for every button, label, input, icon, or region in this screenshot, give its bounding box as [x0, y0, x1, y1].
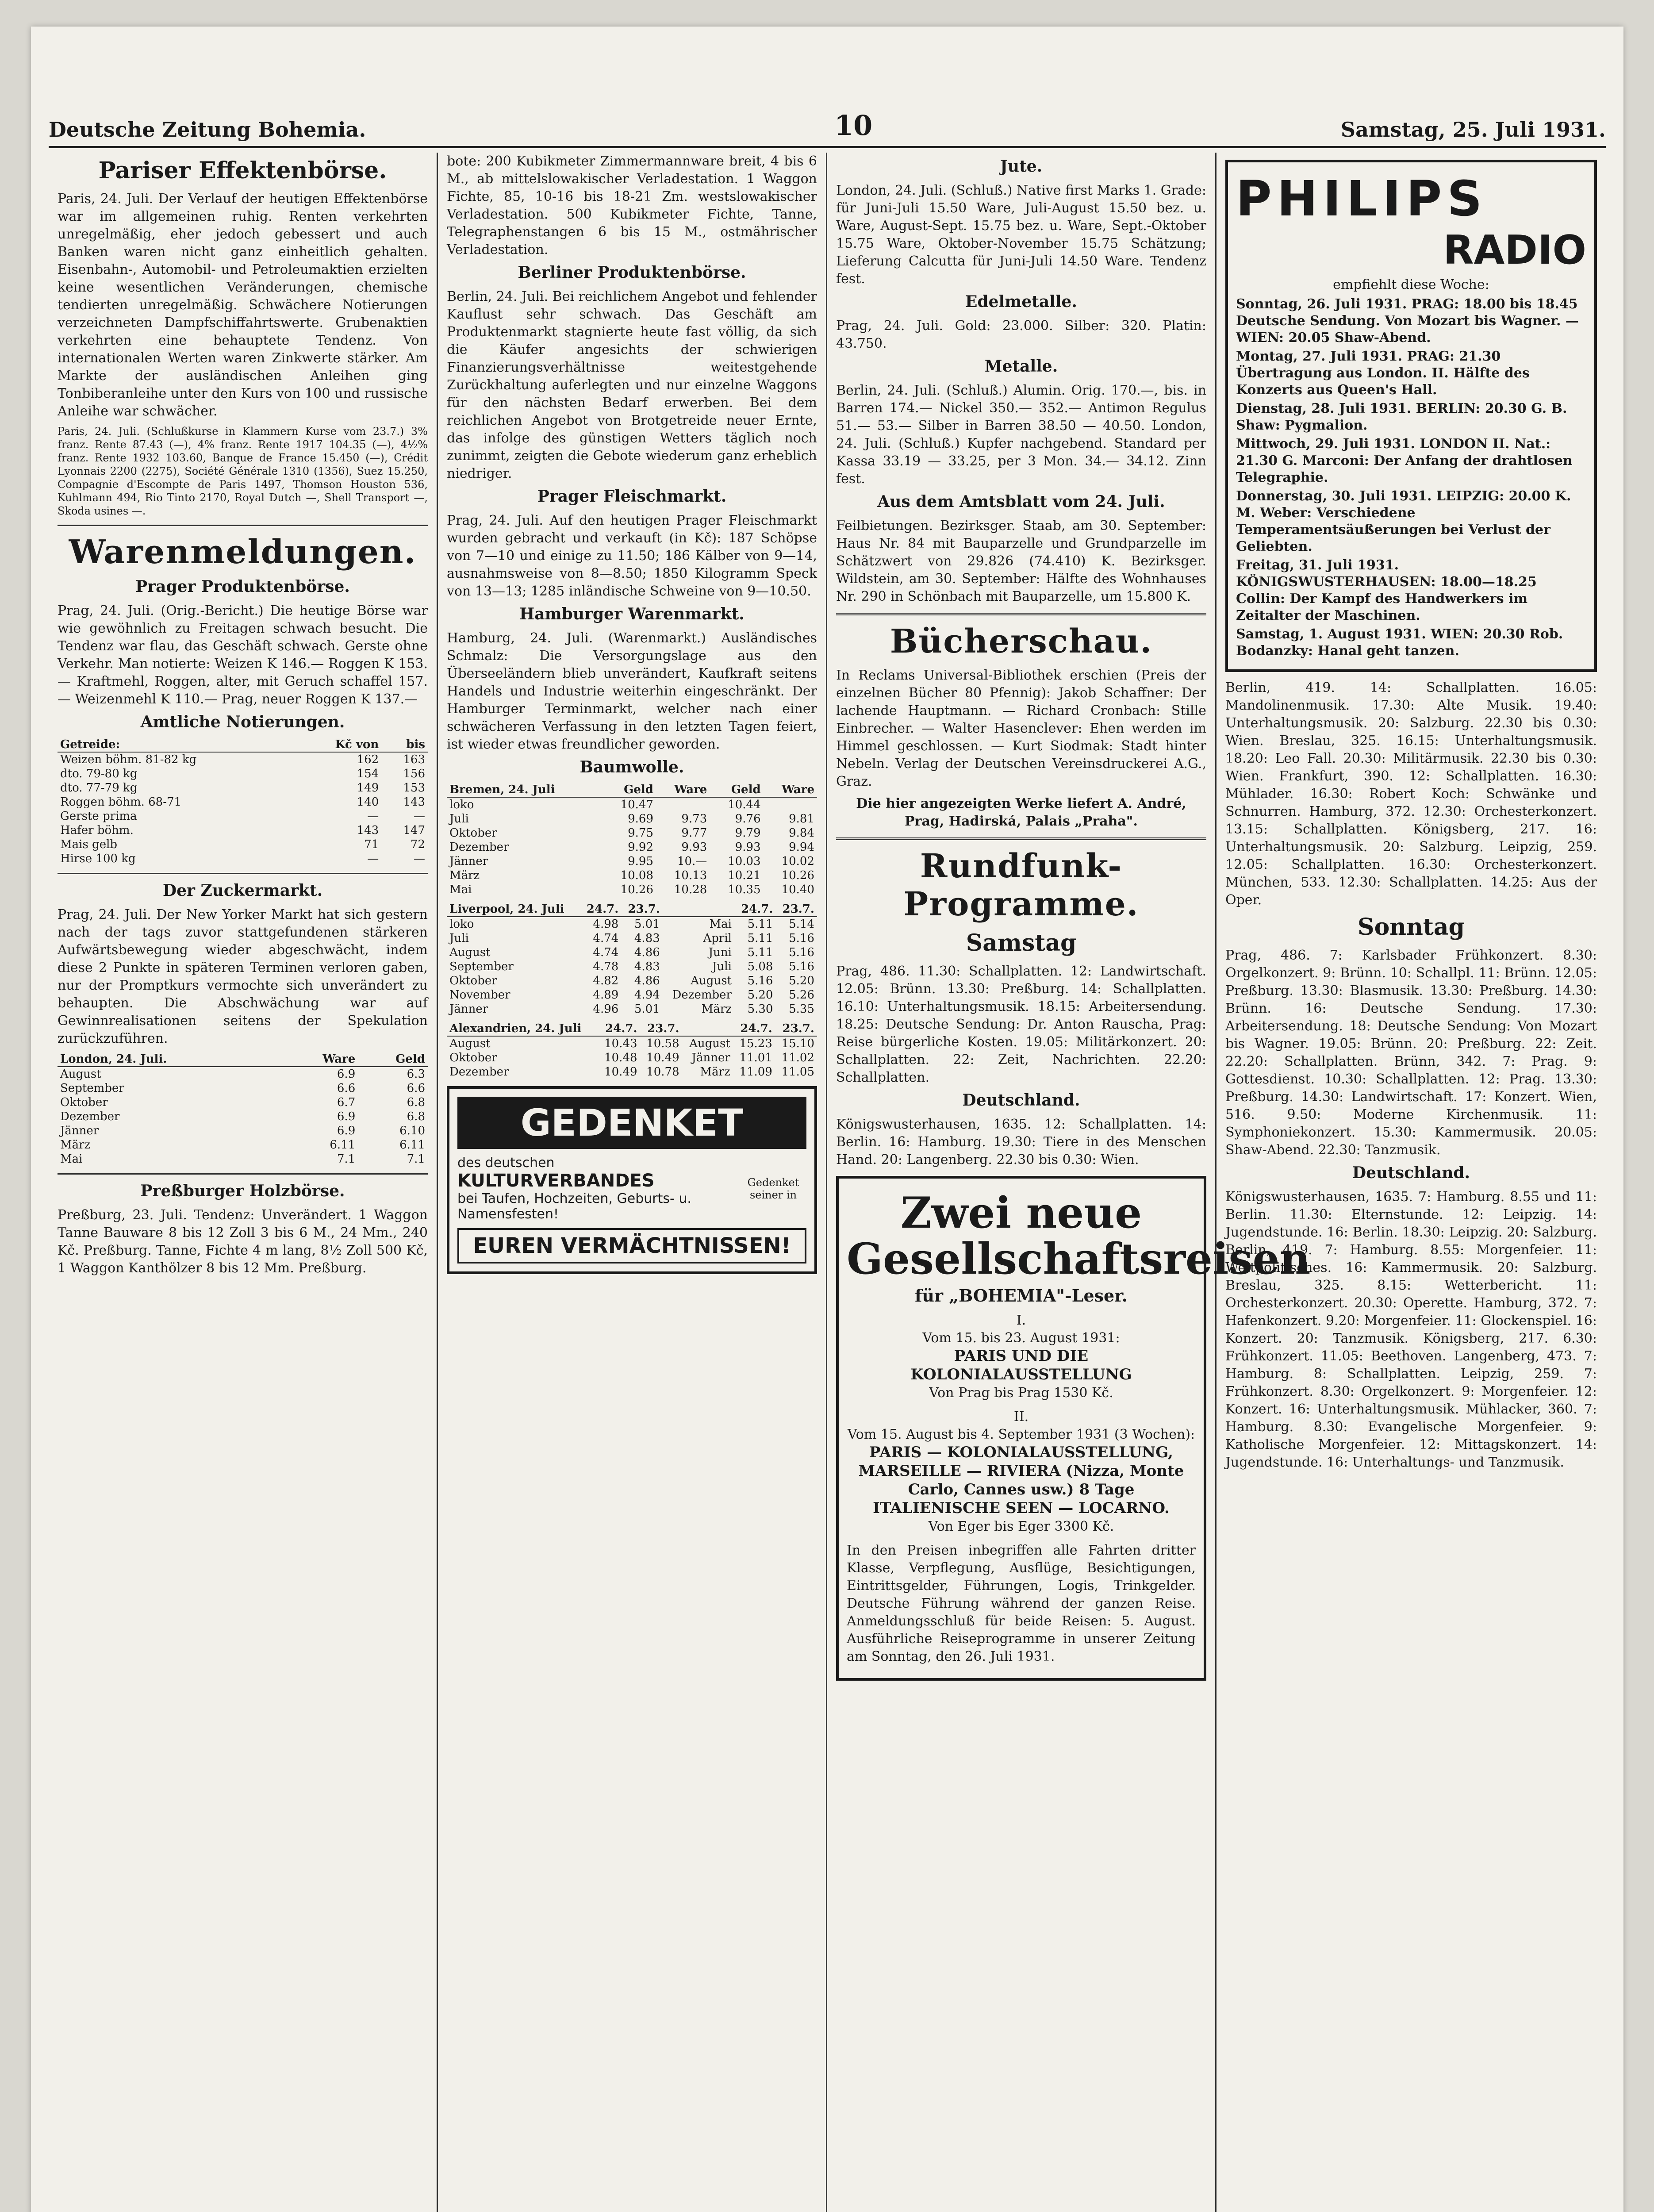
cell: Mai: [60, 1152, 83, 1166]
trip-1: [847, 1312, 1196, 1402]
table-row: [447, 1036, 817, 1051]
cell: 5.26: [789, 988, 814, 1002]
cell: 10.13: [674, 869, 707, 882]
cell: 6.7: [337, 1096, 356, 1109]
cell: 4.96: [593, 1002, 619, 1016]
cell: Oktober: [449, 826, 497, 840]
table-row: [447, 1051, 817, 1065]
hamburg-heading: Hamburger Warenmarkt.: [519, 605, 744, 623]
column-4: [1217, 153, 1606, 2212]
table-row: [58, 837, 428, 852]
cell: —: [367, 810, 379, 823]
table-header: Ware: [656, 783, 710, 797]
metalle-text: Berlin, 24. Juli. (Schluß.) Alumin. Orig. 170.—, bis. in Barren 174.— Nickel 350.— 352.— Antimon Regulus 51.— 53.— Silber in Barren 38.50 — 40.50. London, 24. Juli. (Schluß.) Kupfer nachgebend. Standard per Kassa 33.19 — 33.25, per 3 Mon. 34.— 34.12. Zinn fest.: [836, 383, 1206, 487]
cell: 5.11: [747, 932, 773, 945]
cell: [656, 797, 710, 812]
samstag-heading: Samstag: [966, 929, 1077, 956]
table-row: [58, 1067, 428, 1081]
cell: 10.21: [728, 869, 761, 882]
cell: 5.20: [747, 988, 773, 1002]
table-header: Alexandrien, 24. Juli: [447, 1022, 598, 1036]
cell: 10.47: [620, 798, 653, 811]
table-row: [58, 1152, 428, 1166]
cell: 9.75: [628, 826, 653, 840]
cell: April: [703, 932, 732, 945]
cell: August: [449, 946, 491, 959]
cell: 4.74: [593, 946, 619, 959]
table-header: [663, 902, 734, 917]
table-row: [58, 1081, 428, 1095]
gedenket-bottom: EUREN VERMÄCHTNISSEN!: [457, 1228, 806, 1263]
edelmetalle-text: Prag, 24. Juli. Gold: 23.000. Silber: 320. Platin: 43.750.: [836, 318, 1206, 351]
cell: 15.23: [739, 1037, 772, 1050]
cell: September: [60, 1082, 124, 1095]
table-row: [58, 809, 428, 823]
table-header: Getreide:: [58, 737, 298, 752]
table-row: [58, 781, 428, 795]
prager-text: Prag, 24. Juli. (Orig.-Bericht.) Die heutige Börse war wie gewöhnlich zu Freitagen schwach besucht. Die Tendenz war flau, das Geschäft schwach. Gerste ohne Verkehr. Man notierte: Weizen K 146.— Roggen K 153.— Kraftmehl, Roggen, alter, mit Geruch schaffel 157.— Weizenmehl K 110.— Prag, neuer Roggen K 137.—: [58, 603, 428, 707]
cell: 5.16: [747, 974, 773, 987]
cell: 9.81: [789, 812, 814, 826]
cell: 10.78: [646, 1065, 679, 1079]
masthead: Deutsche Zeitung Bohemia.: [49, 118, 366, 142]
cell: 9.79: [735, 826, 761, 840]
program-item: Dienstag, 28. Juli 1931. BERLIN: 20.30 G. B. Shaw: Pygmalion.: [1236, 401, 1567, 433]
table-header: Geld: [710, 783, 763, 797]
alexandrien-table: [447, 1022, 817, 1079]
trip-2: [847, 1408, 1196, 1536]
cell: 5.35: [789, 1002, 814, 1016]
cell: Oktober: [449, 974, 497, 987]
column-3: [827, 153, 1311, 2212]
trip-2-dates: Vom 15. August bis 4. September 1931 (3 Wochen):: [847, 1427, 1195, 1442]
cell: 9.84: [789, 826, 814, 840]
table-header: 24.7.: [598, 1022, 640, 1036]
gedenket-left: [457, 1155, 740, 1222]
sonntag-heading: Sonntag: [1358, 914, 1465, 941]
page-header: [49, 111, 1606, 148]
cell: 6.10: [399, 1124, 425, 1137]
cell: 15.10: [781, 1037, 814, 1050]
cell: 5.01: [634, 1002, 660, 1016]
cell: —: [367, 852, 379, 865]
deutschland-text-2: Königswusterhausen, 1635. 7: Hamburg. 8.55 und 11: Berlin. 11.30: Elternstunde. 12: Leipzig. 14: Jugendstunde. 16: Berlin. 18.30: Leipzig. 20: Salzburg. Berlin, 419. 7: Hamburg. 8.55: Morgenfeier. 11: Weltpolitisches. 16: Kammermusik. 20: Salzburg. Breslau, 325. 8.15: Wetterbericht. 11: Orchesterkonzert. 20.30: Operette. Hamburg, 372. 7: Hafenkonzert. 9.20: Morgenfeier. 11: Glockenspiel. 16: Konzert. 20: Tanzmusik. Königsberg, 217. 6.30: Frühkonzert. 11.05: Beethoven. Langenberg, 473. 7: Hamburg. 8: Schallplatten. Leipzig, 259. 7: Frühkonzert. 8.30: Orgelkonzert. 9: Morgenfeier. 12: Konzert. 16: Unterhaltungsmusik. Mühlacker, 360. 7: Hamburg. 8.30: Evangelische Morgenfeier. 9: Katholische Morgenfeier. 12: Mittagskonzert. 14: Jugendstunde. 16: Unterhaltungs- und Tanzmusik.: [1225, 1189, 1597, 1470]
cell: 6.8: [407, 1096, 425, 1109]
bremen-table: [447, 783, 817, 897]
cell: 6.11: [330, 1138, 356, 1152]
table-row: [447, 945, 817, 960]
reisen-subtitle: für „BOHEMIA"-Leser.: [915, 1286, 1128, 1306]
cell: 10.44: [728, 798, 761, 811]
cell: 4.89: [593, 988, 619, 1002]
table-row: [447, 797, 817, 812]
samstag-text: Prag, 486. 11.30: Schallplatten. 12: Landwirtschaft. 12.05: Brünn. 13.30: Preßburg. 14: Schallplatten. 16.10: Unterhaltungsmusik. 18.15: Arbeitersendung. 18.25: Deutsche Sendung: Dr. Anton Rauscha, Prag: Reise bürgerliche Kosten. 19.05: Militärkonzert. 20: Schallplatten. 22: Zeit, Nachrichten. 22.20: Schallplatten.: [836, 964, 1206, 1085]
cell: März: [700, 1065, 730, 1079]
cell: März: [60, 1138, 91, 1152]
trip-2-number: II.: [1013, 1409, 1029, 1425]
cell: 9.94: [789, 841, 814, 854]
edelmetalle-heading: Edelmetalle.: [965, 292, 1077, 311]
cell: 163: [403, 753, 425, 766]
table-row: [58, 1124, 428, 1138]
table-row: [447, 868, 817, 883]
cell: 11.05: [781, 1065, 814, 1079]
cell: 4.98: [593, 918, 619, 931]
cell: 6.9: [337, 1124, 356, 1137]
table-header: Geld: [358, 1052, 428, 1067]
divider: [836, 613, 1206, 615]
cell: 10.—: [677, 855, 707, 868]
cell: 6.8: [407, 1110, 425, 1123]
divider: [836, 837, 1206, 840]
cell: 10.49: [604, 1065, 637, 1079]
cell: 6.9: [337, 1068, 356, 1081]
deutschland-heading: Deutschland.: [962, 1091, 1080, 1110]
cell: Juni: [708, 946, 732, 959]
holz-heading: Preßburger Holzbörse.: [140, 1182, 345, 1200]
prager-produkten-heading: Prager Produktenbörse.: [135, 577, 350, 596]
table-row: [447, 917, 817, 931]
cell: 71: [364, 838, 379, 851]
program-item: Montag, 27. Juli 1931. PRAG: 21.30 Übertragung aus London. II. Hälfte des Konzerts aus Queen's Hall.: [1236, 349, 1530, 398]
amtsblatt-heading: Aus dem Amtsblatt vom 24. Juli.: [877, 492, 1165, 511]
fleisch-heading: Prager Fleischmarkt.: [537, 487, 727, 506]
columns: [49, 153, 1606, 2212]
cell: 9.77: [681, 826, 707, 840]
table-row: [447, 931, 817, 945]
table-header: Bremen, 24. Juli: [447, 783, 603, 797]
table-header: London, 24. Juli.: [58, 1052, 282, 1067]
metalle-heading: Metalle.: [984, 357, 1058, 376]
table-row: [447, 883, 817, 897]
table-header: [682, 1022, 733, 1036]
holz-text: Preßburg, 23. Juli. Tendenz: Unverändert. 1 Waggon Tanne Bauware 8 bis 12 Zoll 3 bis 6 M., 24 Mm., 240 Kč. Preßburg. Tanne, Fichte 4 m lang, 8½ Zoll 500 Kč, 1 Waggon Kanthölzer 8 bis 12 Mm. Preßburg.: [58, 1207, 428, 1276]
getreide-table: [58, 737, 428, 866]
cell: Juli: [712, 960, 732, 973]
trip-2-price: Von Eger bis Eger 3300 Kč.: [928, 1519, 1114, 1534]
cell: 4.83: [634, 960, 660, 973]
cell: Hafer böhm.: [60, 824, 134, 837]
table-row: [58, 1138, 428, 1152]
program-item: Sonntag, 26. Juli 1931. PRAG: 18.00 bis 18.45 Deutsche Sendung. Von Mozart bis Wagner. — WIEN: 20.05 Shaw-Abend.: [1236, 296, 1579, 346]
table-row: [58, 823, 428, 837]
cell: Weizen böhm. 81-82 kg: [60, 753, 197, 766]
deutschland-text: Königswusterhausen, 1635. 12: Schallplatten. 14: Berlin. 16: Hamburg. 19.30: Tiere in des Menschen Hand. 20: Langenberg. 22.30 bis 0.30: Wien.: [836, 1117, 1206, 1167]
cell: 10.26: [620, 883, 653, 896]
program-item: Donnerstag, 30. Juli 1931. LEIPZIG: 20.00 K. M. Weber: Verschiedene Temperamentsäußerungen bei Verlust der Geliebten.: [1236, 488, 1571, 554]
cell: Jänner: [449, 1002, 488, 1016]
divider: [58, 873, 428, 874]
cell: 10.26: [781, 869, 814, 882]
cell: 9.76: [735, 812, 761, 826]
table-header: Liverpool, 24. Juli: [447, 902, 580, 917]
berliner-text: Berlin, 24. Juli. Bei reichlichem Angebot und fehlender Kauflust sehr schwach. Das Geschäft am Produktenmarkt stagnierte heute fast völlig, da sich die Käufer angesichts der schwierigen Finanzierungsverhältnisse weitestgehende Zurückhaltung auferlegten und nur einzelne Waggons für den nächsten Bedarf erwerben. Bei dem reichlichen Angebot von Brotgetreide neuer Ernte, das infolge des günstigen Wetters täglich noch zunimmt, zeigten die Gebote wiederum ganz erheblich niedriger.: [447, 289, 817, 481]
cell: 5.16: [789, 946, 814, 959]
liverpool-table: [447, 902, 817, 1016]
amtliche-heading: Amtliche Notierungen.: [140, 713, 345, 731]
table-row: [58, 1110, 428, 1124]
cell: 5.08: [747, 960, 773, 973]
reisen-title: Zwei neue Gesellschaftsreisen: [847, 1188, 1311, 1284]
newspaper-page: [31, 27, 1623, 2212]
cell: 4.86: [634, 946, 660, 959]
cell: 143: [403, 795, 425, 809]
cell: 4.86: [634, 974, 660, 987]
cell: 162: [357, 753, 379, 766]
philips-radio-ad: [1225, 160, 1597, 672]
trip-1-dates: Vom 15. bis 23. August 1931:: [922, 1330, 1120, 1346]
cell: 5.16: [789, 932, 814, 945]
table-header: bis: [381, 737, 428, 752]
cell: —: [414, 852, 425, 865]
cell: 153: [403, 781, 425, 795]
table-row: [447, 826, 817, 840]
cell: 149: [357, 781, 379, 795]
fleisch-text: Prag, 24. Juli. Auf den heutigen Prager Fleischmarkt wurden gebracht und verkauft (in Kč): 187 Schöpse von 7—10 und einige zu 11.50; 186 Kälber von 9—14, ausnahmsweise von 8—8.50; 1850 Kilogramm Speck von 13—13; 1285 inländische Schweine von 9—10.50.: [447, 513, 817, 599]
table-header: Ware: [764, 783, 817, 797]
table-header: 23.7.: [775, 902, 817, 917]
program-item: Mittwoch, 29. Juli 1931. LONDON II. Nat.: 21.30 G. Marconi: Der Anfang der drahtlosen Telegraphie.: [1236, 436, 1573, 485]
cell: 9.92: [628, 841, 653, 854]
table-header: 23.7.: [621, 902, 662, 917]
zucker-heading: Der Zuckermarkt.: [162, 881, 323, 900]
cell: 4.94: [634, 988, 660, 1002]
cell: 6.6: [337, 1082, 356, 1095]
rundfunk-heading: Rundfunk-Programme.: [903, 847, 1139, 923]
cell: loko: [449, 918, 474, 931]
cell: 10.58: [646, 1037, 679, 1050]
table-row: [447, 854, 817, 868]
program-item: Freitag, 31. Juli 1931. KÖNIGSWUSTERHAUSEN: 18.00—18.25 Collin: Der Kampf des Handwerkers im Zeitalter der Maschinen.: [1236, 557, 1537, 623]
table-row: [58, 1095, 428, 1110]
cell: 9.93: [735, 841, 761, 854]
buecherschau-heading: Bücherschau.: [890, 622, 1153, 661]
cell: 7.1: [337, 1152, 356, 1166]
trip-2-name: PARIS — KOLONIALAUSSTELLUNG, MARSEILLE — RIVIERA (Nizza, Monte Carlo, Cannes usw.) 8 Tage ITALIENISCHE SEEN — LOCARNO.: [858, 1444, 1184, 1517]
cell: 5.14: [789, 918, 814, 931]
reisen-footer: In den Preisen inbegriffen alle Fahrten dritter Klasse, Verpflegung, Ausflüge, Besichtigungen, Eintrittsgelder, Führungen, Logis, Trinkgelder. Deutsche Führung während der ganzen Reise. Anmeldungsschluß für beide Reisen: 5. August. Ausführliche Reiseprogramme in unserer Zeitung am Sonntag, den 26. Juli 1931.: [847, 1543, 1196, 1664]
table-row: [447, 974, 817, 988]
buecherschau-text: In Reclams Universal-Bibliothek erschien (Preis der einzelnen Bücher 80 Pfennig): Jakob Schaffner: Der lachende Hauptmann. — Richard Cronbach: Stille Einbrecher. — Walter Hasenclever: Ehen werden im Himmel geschlossen. — Kurt Siodmak: Stadt hinter Nebeln. Verlag der Deutschen Vereinsdruckerei A.G., Graz.: [836, 668, 1206, 789]
table-row: [447, 960, 817, 974]
cell: 4.82: [593, 974, 619, 987]
cell: 10.03: [728, 855, 761, 868]
table-header: 24.7.: [580, 902, 621, 917]
buecherschau-note: Die hier angezeigten Werke liefert A. André, Prag, Hadirská, Palais „Praha".: [856, 796, 1186, 829]
gedenket-occasions: bei Taufen, Hochzeiten, Geburts- u. Namensfesten!: [457, 1191, 691, 1222]
baumwolle-heading: Baumwolle.: [579, 758, 684, 776]
cell: 10.43: [604, 1037, 637, 1050]
trip-1-price: Von Prag bis Prag 1530 Kč.: [929, 1385, 1113, 1401]
hamburg-text: Hamburg, 24. Juli. (Warenmarkt.) Ausländisches Schmalz: Die Versorgungslage aus den Überseeländern blieb unverändert, Kaufkraft seitens Handels und Industrie weiterhin eingeschränkt. Der Hamburger Terminmarkt, welcher nach einer schwächeren Verfassung in den letzten Tagen feiert, ist wieder etwas freundlicher geworden.: [447, 630, 817, 752]
deutschland-heading-2: Deutschland.: [1352, 1164, 1470, 1182]
cell: Oktober: [60, 1096, 108, 1109]
holz-continued-text: bote: 200 Kubikmeter Zimmermannware breit, 4 bis 6 M., ab mittelslowakischer Verladestation. 1 Waggon Fichte, 85, 10-16 bis 18-21 Zm. westslowakischer Verladestation. 500 Kubikmeter Fichte, Tanne, Telegraphenstangen 6 bis 15 M., ostmährischer Verladestation.: [447, 154, 817, 257]
paris-quotes: Paris, 24. Juli. (Schlußkurse in Klammern Kurse vom 23.7.) 3% franz. Rente 87.43 (—), 4% franz. Rente 1917 104.35 (—), 4½% franz. Rente 1932 103.60, Banque de France 15.450 (—), Crédit Lyonnais 2200 (2275), Société Générale 1310 (1356), Suez 15.250, Compagnie d'Escompte de Paris 1497, Thomson Houston 536, Kuhlmann 494, Rio Tinto 2170, Royal Dutch —, Shell Transport —, Skoda usines —.: [58, 425, 428, 517]
cell: 6.9: [337, 1110, 356, 1123]
cell: 10.28: [674, 883, 707, 896]
cell: Oktober: [449, 1051, 497, 1064]
cell: Mai: [449, 883, 472, 896]
cell: 10.35: [728, 883, 761, 896]
cell: Mai: [709, 918, 732, 931]
paris-heading: Pariser Effektenbörse.: [98, 157, 387, 184]
cell: 9.93: [681, 841, 707, 854]
cell: 10.08: [620, 869, 653, 882]
cell: Hirse 100 kg: [60, 852, 136, 865]
cell: 72: [410, 838, 425, 851]
cell: 4.74: [593, 932, 619, 945]
cell: 5.11: [747, 946, 773, 959]
column-2: [438, 153, 827, 2212]
gedenket-body: [457, 1155, 806, 1222]
jute-heading: Jute.: [1000, 157, 1043, 176]
gedenket-side: Gedenket seiner in: [747, 1176, 799, 1201]
cell: 4.83: [634, 932, 660, 945]
cell: Dezember: [60, 1110, 120, 1123]
table-header: 23.7.: [775, 1022, 817, 1036]
cell: 6.3: [407, 1068, 425, 1081]
table-row: [58, 795, 428, 809]
cell: 10.48: [604, 1051, 637, 1064]
table-row: [447, 988, 817, 1002]
cell: Dezember: [449, 1065, 509, 1079]
table-row: [58, 752, 428, 767]
cell: 154: [357, 767, 379, 780]
cell: [764, 797, 817, 812]
amtsblatt-text: Feilbietungen. Bezirksger. Staab, am 30. September: Haus Nr. 84 mit Bauparzelle und Grundparzelle im Schätzwert von 29.826 (74.410) K. Bezirksger. Wildstein, am 30. September: Hälfte des Wohnhauses Nr. 290 in Schönbach mit Bauparzelle, um 15.800 K.: [836, 518, 1206, 604]
cell: 147: [403, 824, 425, 837]
zucker-text: Prag, 24. Juli. Der New Yorker Markt hat sich gestern nach der tags zuvor stattgefundenen stärkeren Aufwärtsbewegung wieder abgeschwächt, indem diese 2 Punkte in späteren Terminen verloren gaben, nur der Promptkurs vermochte sich unverändert zu behaupten. Die Abschwächung war auf Gewinnrealisationen seitens der Spekulation zurückzuführen.: [58, 907, 428, 1046]
jute-text: London, 24. Juli. (Schluß.) Native first Marks 1. Grade: für Juni-Juli 15.50 Ware, Juli-August 15.50 bez. u. Ware, August-Sept. 15.75 bez. u. Ware, Sept.-Oktober 15.75 Ware, Oktober-November 15.75 Schätzung; Lieferung Calcutta für Juni-Juli 14.50 Ware. Tendenz fest.: [836, 183, 1206, 287]
issue-date: Samstag, 25. Juli 1931.: [1340, 118, 1606, 142]
table-header: Kč von: [298, 737, 381, 752]
table-row: [58, 852, 428, 866]
cell: Roggen böhm. 68-71: [60, 795, 182, 809]
divider: [58, 1173, 428, 1175]
cell: Dezember: [672, 988, 732, 1002]
cell: August: [60, 1068, 101, 1081]
table-header: 24.7.: [734, 902, 775, 917]
cell: 5.30: [747, 1002, 773, 1016]
cell: August: [691, 974, 732, 987]
cell: März: [701, 1002, 732, 1016]
column-1: [49, 153, 438, 2212]
cell: Gerste prima: [60, 810, 137, 823]
table-header: Ware: [282, 1052, 358, 1067]
cell: Juli: [449, 812, 469, 826]
page-number: 10: [834, 109, 873, 142]
berliner-heading: Berliner Produktenbörse.: [518, 263, 746, 282]
table-row: [447, 812, 817, 826]
cell: 140: [357, 795, 379, 809]
gedenket-des: des deutschen: [457, 1155, 555, 1171]
cell: März: [449, 869, 480, 882]
cell: —: [414, 810, 425, 823]
cell: 10.40: [781, 883, 814, 896]
cell: 10.02: [781, 855, 814, 868]
cell: Jänner: [60, 1124, 99, 1137]
cell: 4.78: [593, 960, 619, 973]
table-header: Geld: [603, 783, 656, 797]
table-row: [58, 767, 428, 781]
cell: 6.11: [399, 1138, 425, 1152]
cell: August: [689, 1037, 730, 1050]
cell: Dezember: [449, 841, 509, 854]
program-item: Samstag, 1. August 1931. WIEN: 20.30 Rob. Bodanzky: Hanal geht tanzen.: [1236, 626, 1563, 659]
cell: 10.49: [646, 1051, 679, 1064]
gedenket-ad: [447, 1086, 817, 1274]
cell: 5.01: [634, 918, 660, 931]
cell: 9.69: [628, 812, 653, 826]
table-row: [447, 1002, 817, 1016]
sonntag-text: Prag, 486. 7: Karlsbader Frühkonzert. 8.30: Orgelkonzert. 9: Brünn. 10: Schallpl. 11: Brünn. 12.05: Preßburg. 13.30: Blasmusik. 13.30: Preßburg. 14.30: Brünn. 16: Deutsche Sendung. 17.30: Arbeitersendung. 18: Deutsche Sendung: Von Mozart bis Wagner. 19.05: Brünn. 20: Preßburg. 22: Zeit. 22.20: Schallplatten. Brünn, 342. 7: Prag. 9: Gottesdienst. 10.30: Schallplatten. 12: Prag. 13.30: Preßburg. 14.30: Landwirtschaft. 17: Konzert. Wien, 516. 9.50: Moderne Kirchenmusik. 11: Symphoniekonzert. 15.30: Kammermusik. 20.05: Shaw-Abend. 22.30: Tanzmusik.: [1225, 948, 1597, 1158]
cell: August: [449, 1037, 491, 1050]
london-sugar-table: [58, 1052, 428, 1166]
gesellschaftsreisen-ad: [836, 1176, 1311, 1681]
cell: loko: [449, 798, 474, 811]
cell: 9.95: [628, 855, 653, 868]
cell: September: [449, 960, 514, 973]
radio-word: RADIO: [1443, 227, 1586, 273]
gedenket-title: GEDENKET: [457, 1097, 806, 1149]
philips-subtitle: empfiehlt diese Woche:: [1333, 277, 1489, 292]
cell: 5.11: [747, 918, 773, 931]
table-header: 23.7.: [640, 1022, 682, 1036]
cell: 5.16: [789, 960, 814, 973]
cell: 7.1: [407, 1152, 425, 1166]
cell: Jänner: [449, 855, 488, 868]
philips-logo: PHILIPS: [1236, 170, 1488, 227]
cell: 11.09: [739, 1065, 772, 1079]
cell: 6.6: [407, 1082, 425, 1095]
trip-1-name: PARIS UND DIE KOLONIALAUSSTELLUNG: [910, 1347, 1132, 1383]
cell: November: [449, 988, 510, 1002]
warenmeldungen-heading: Warenmeldungen.: [69, 533, 417, 571]
stations-text: Berlin, 419. 14: Schallplatten. 16.05: Mandolinenmusik. 17.30: Alte Musik. 19.40: Unterhaltungsmusik. 20: Salzburg. 22.30 bis 0.30: Wien. Breslau, 325. 16.15: Unterhaltungsmusik. 18.20: Leo Fall. 20.30: Militärmusik. 22.30 bis 0.30: Wien. Frankfurt, 390. 12: Schallplatten. 16.30: Mühlader. 16.30: Robert Koch: Schwänke und Schnurren. Hamburg, 372. 12.30: Orchesterkonzert. 13.15: Schallplatten. Königsberg, 217. 16: Unterhaltungsmusik. 20: Salzburg. Leipzig, 259. 12.05: Schallplatten. 16.30: Orchesterkonzert. München, 533. 12.30: Schallplatten. 14.25: Aus der Oper.: [1225, 680, 1597, 908]
gedenket-org: KULTURVERBANDES: [457, 1171, 655, 1191]
cell: 11.02: [781, 1051, 814, 1064]
cell: Juli: [449, 932, 469, 945]
cell: 11.01: [739, 1051, 772, 1064]
cell: Mais gelb: [60, 838, 118, 851]
table-row: [447, 840, 817, 854]
cell: dto. 79-80 kg: [60, 767, 138, 780]
paris-text: Paris, 24. Juli. Der Verlauf der heutigen Effektenbörse war im allgemeinen ruhig. Renten verkehrten unregelmäßig, eher jedoch gebessert und auch Banken waren nicht ganz einheitlich gehalten. Eisenbahn-, Automobil- und Petroleumaktien erzielten keine wesentlichen Veränderungen, chemische tendierten unregelmäßig. Schwächere Notierungen verzeichneten Dampfschiffahrtswerte. Grubenaktien verkehrten eine behauptete Tendenz. Von internationalen Werten waren Zinkwerte stärker. Am Markte der ausländischen Anleihen ging Tonbiberanleihe unter den Kurs von 100 und russische Anleihe war schwächer.: [58, 191, 428, 419]
table-header: 24.7.: [733, 1022, 775, 1036]
table-row: [447, 1065, 817, 1079]
trip-1-number: I.: [1016, 1313, 1026, 1328]
cell: 5.20: [789, 974, 814, 987]
divider: [58, 525, 428, 526]
cell: Jänner: [691, 1051, 730, 1064]
cell: 143: [357, 824, 379, 837]
cell: dto. 77-79 kg: [60, 781, 138, 795]
cell: 156: [403, 767, 425, 780]
cell: 9.73: [681, 812, 707, 826]
